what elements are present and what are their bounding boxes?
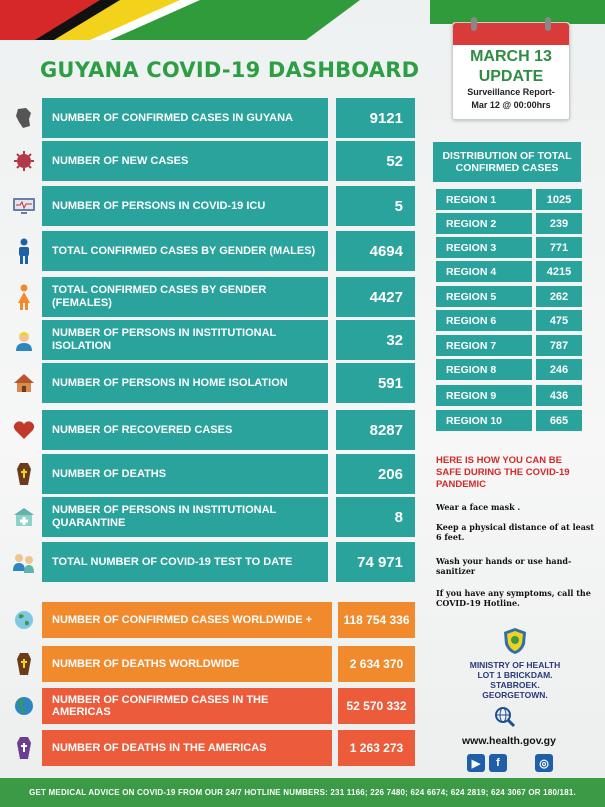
region-label: REGION 9 [436,385,532,406]
region-row [436,310,582,331]
stat-value: 9121 [336,98,415,138]
stat-row [42,141,415,181]
world-label: NUMBER OF CONFIRMED CASES IN THE AMERICAS [42,688,332,724]
coffin-icon [12,652,36,676]
youtube-icon[interactable]: ▶ [467,754,485,772]
ministry-block [440,626,590,700]
region-value: 262 [536,286,582,307]
stat-label: NUMBER OF RECOVERED CASES [42,410,328,450]
stat-row [42,542,415,582]
guyana-map-icon [12,106,36,130]
region-value: 475 [536,310,582,331]
stat-row [42,363,415,403]
stat-label: TOTAL CONFIRMED CASES BY GENDER (MALES) [42,231,328,271]
world-value: 1 263 273 [338,730,415,766]
nurse-icon [12,328,36,352]
region-value: 665 [536,410,582,431]
web-search-icon [494,706,516,728]
world-label: NUMBER OF DEATHS WORLDWIDE [42,646,332,682]
stat-value: 4427 [336,277,415,317]
stat-row [42,186,415,226]
region-row [436,335,582,356]
distribution-title: DISTRIBUTION OF TOTAL CONFIRMED CASES [433,142,581,182]
world-row [42,602,415,638]
ministry-address-1: LOT 1 BRICKDAM. [477,670,553,680]
test-icon [12,550,36,574]
globe-icon [12,608,36,632]
stat-row [42,231,415,271]
stat-value: 32 [336,320,415,360]
world-row [42,730,415,766]
region-row [436,359,582,380]
safety-tip: Wash your hands or use hand-sanitizer [436,556,572,576]
world-label: NUMBER OF CONFIRMED CASES WORLDWIDE + [42,602,332,638]
region-value: 436 [536,385,582,406]
region-row [436,286,582,307]
region-value: 771 [536,237,582,258]
virus-icon [12,149,36,173]
region-label: REGION 4 [436,261,532,282]
stat-label: NUMBER OF PERSONS IN HOME ISOLATION [42,363,328,403]
stat-row [42,497,415,537]
region-value: 1025 [536,189,582,210]
calendar-report: Surveillance Report- [467,87,555,97]
region-row [436,261,582,282]
stat-label: NUMBER OF PERSONS IN COVID-19 ICU [42,186,328,226]
region-value: 787 [536,335,582,356]
coffin-icon [12,462,36,486]
region-row [436,189,582,210]
region-value: 246 [536,359,582,380]
stat-row [42,320,415,360]
stat-value: 4694 [336,231,415,271]
ministry-address-2: STABROEK. [490,680,540,690]
calendar-update: UPDATE [478,68,544,85]
safety-tip: If you have any symptoms, call the COVID-19 Hotline. [436,588,591,608]
stat-value: 52 [336,141,415,181]
calendar-date: MARCH 13 [470,48,552,65]
region-label: REGION 5 [436,286,532,307]
region-row [436,410,582,431]
region-row [436,213,582,234]
safety-tip: Keep a physical distance of at least 6 feet. [436,522,595,542]
female-icon [12,285,36,309]
region-label: REGION 2 [436,213,532,234]
stat-row [42,410,415,450]
world-row [42,688,415,724]
stat-row [42,454,415,494]
coat-of-arms-icon [500,626,530,656]
stat-value: 8 [336,497,415,537]
top-right-banner [430,0,605,24]
facebook-icon[interactable]: f [489,754,507,772]
update-calendar [452,22,570,120]
stat-label: TOTAL CONFIRMED CASES BY GENDER (FEMALES) [42,277,328,317]
hospital-icon [12,505,36,529]
stat-label: NUMBER OF CONFIRMED CASES IN GUYANA [42,98,328,138]
world-row [42,646,415,682]
world-value: 52 570 332 [338,688,415,724]
stat-value: 74 971 [336,542,415,582]
stat-label: TOTAL NUMBER OF COVID-19 TEST TO DATE [42,542,328,582]
male-icon [12,239,36,263]
stat-value: 591 [336,363,415,403]
region-value: 4215 [536,261,582,282]
americas-globe-icon [12,694,36,718]
world-value: 118 754 336 [338,602,415,638]
stat-label: NUMBER OF DEATHS [42,454,328,494]
instagram-icon[interactable]: ◎ [535,754,553,772]
region-label: REGION 8 [436,359,532,380]
region-label: REGION 10 [436,410,532,431]
hotline-footer: GET MEDICAL ADVICE ON COVID-19 FROM OUR 24/7 HOTLINE NUMBERS: 231 1166; 226 7480; 624 6674; 624 2819; 624 3067 OR 180/181. [0,778,605,807]
safety-title: HERE IS HOW YOU CAN BE SAFE DURING THE COVID-19 PANDEMIC [436,455,570,490]
stat-row [42,277,415,317]
region-label: REGION 1 [436,189,532,210]
ministry-address-3: GEORGETOWN. [482,690,548,700]
stat-label: NUMBER OF NEW CASES [42,141,328,181]
stat-value: 206 [336,454,415,494]
world-label: NUMBER OF DEATHS IN THE AMERICAS [42,730,332,766]
safety-tip: Wear a face mask . [436,502,521,512]
region-row [436,237,582,258]
stat-value: 8287 [336,410,415,450]
heart-icon [12,418,36,442]
region-label: REGION 3 [436,237,532,258]
stat-label: NUMBER OF PERSONS IN INSTITUTIONAL QUARANTINE [42,497,328,537]
region-row [436,385,582,406]
world-value: 2 634 370 [338,646,415,682]
coffin-icon [12,736,36,760]
guyana-flag-banner [0,0,360,40]
website-link[interactable]: www.health.gov.gy [462,735,556,747]
page-title: GUYANA COVID-19 DASHBOARD [40,58,420,82]
calendar-report-time: Mar 12 @ 00:00hrs [471,100,551,110]
stat-value: 5 [336,186,415,226]
region-label: REGION 6 [436,310,532,331]
monitor-icon [12,194,36,218]
stat-row [42,98,415,138]
stat-label: NUMBER OF PERSONS IN INSTITUTIONAL ISOLATION [42,320,328,360]
home-icon [12,371,36,395]
ministry-name: MINISTRY OF HEALTH [469,660,561,670]
region-value: 239 [536,213,582,234]
region-label: REGION 7 [436,335,532,356]
